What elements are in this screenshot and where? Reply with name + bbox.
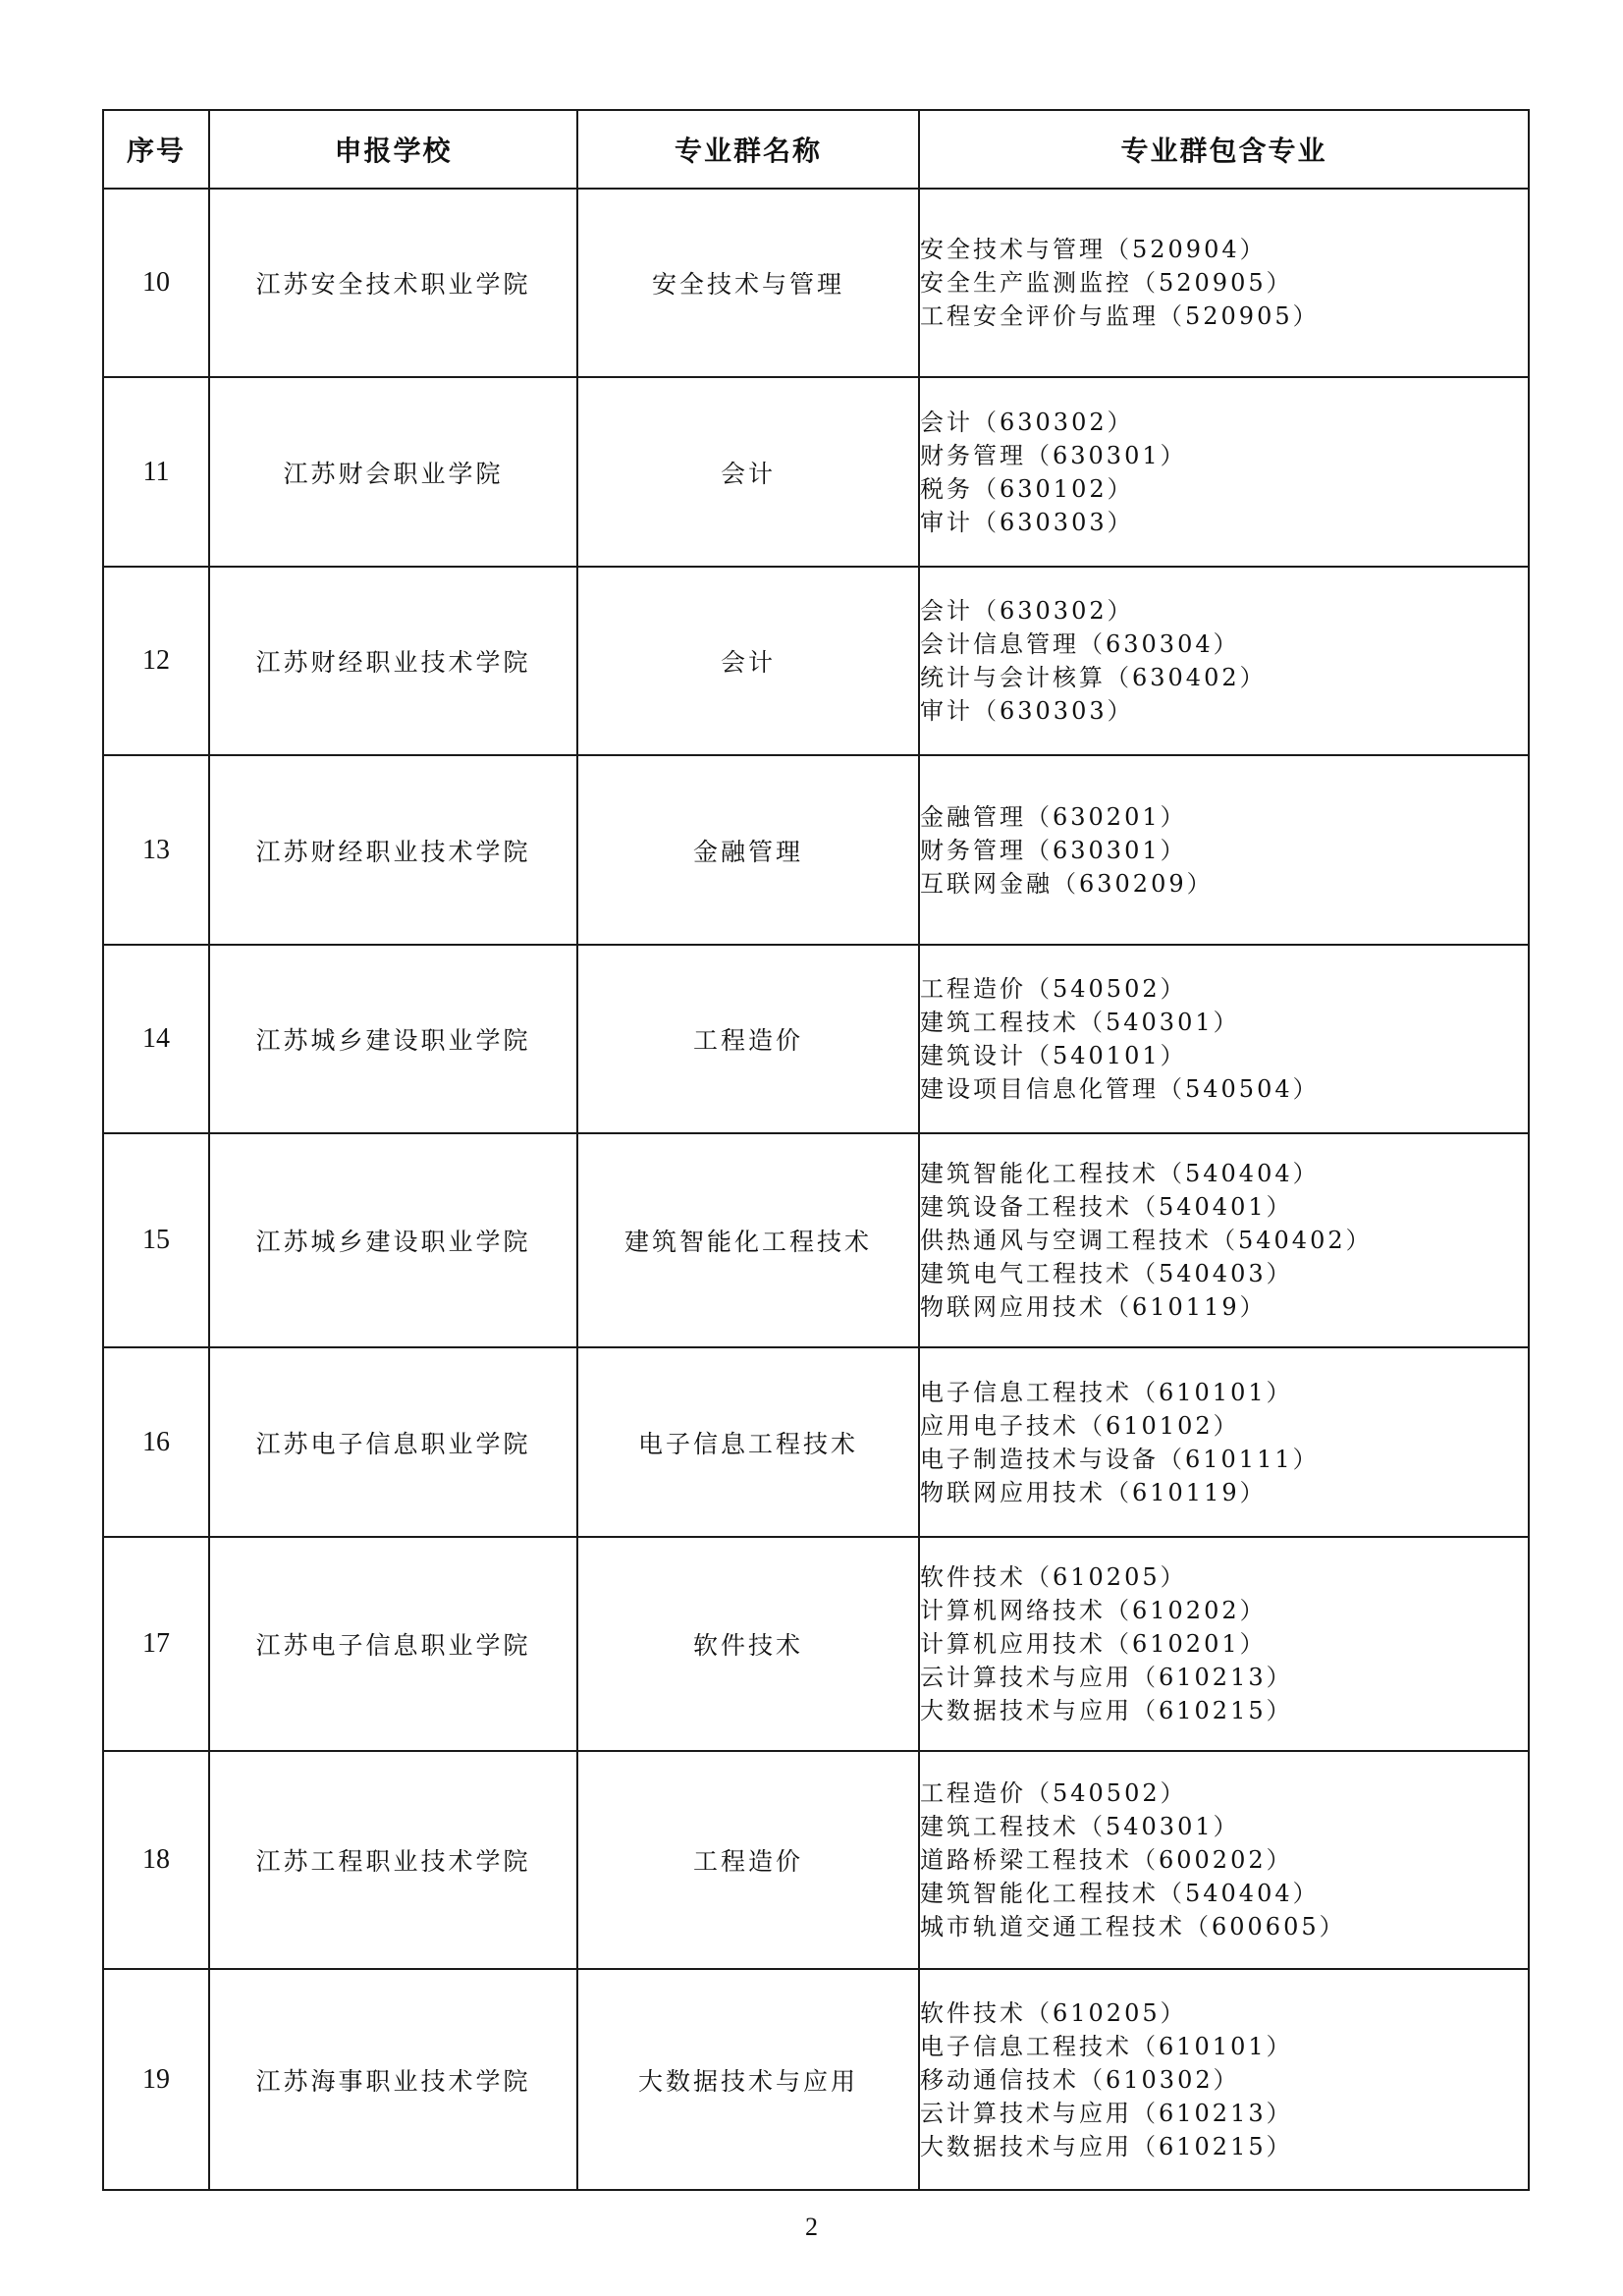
- school-name: 江苏电子信息职业学院: [209, 1537, 577, 1751]
- row-number: 11: [103, 377, 209, 567]
- row-number: 15: [103, 1133, 209, 1347]
- major-item: 道路桥梁工程技术（600202）: [920, 1846, 1293, 1874]
- majors-cell: [919, 1537, 1529, 1751]
- major-item: 建筑电气工程技术（540403）: [920, 1260, 1293, 1287]
- majors-cell: [919, 189, 1529, 377]
- major-item: 供热通风与空调工程技术（540402）: [920, 1227, 1373, 1254]
- school-name: 江苏财经职业技术学院: [209, 567, 577, 755]
- group-name: 会计: [577, 377, 919, 567]
- group-name: 工程造价: [577, 945, 919, 1133]
- major-item: 审计（630303）: [920, 508, 1134, 536]
- table-row: [103, 377, 1529, 567]
- group-name: 工程造价: [577, 1751, 919, 1969]
- major-item: 建设项目信息化管理（540504）: [920, 1075, 1320, 1103]
- majors-cell: [919, 1751, 1529, 1969]
- major-item: 电子制造技术与设备（610111）: [920, 1445, 1320, 1473]
- major-item: 电子信息工程技术（610101）: [920, 1378, 1293, 1406]
- majors-cell: [919, 377, 1529, 567]
- major-item: 物联网应用技术（610119）: [920, 1293, 1267, 1321]
- major-item: 应用电子技术（610102）: [920, 1411, 1240, 1440]
- header-no: 序号: [103, 110, 209, 189]
- row-number: 12: [103, 567, 209, 755]
- group-name: 会计: [577, 567, 919, 755]
- table-row: [103, 1969, 1529, 2190]
- major-item: 计算机应用技术（610201）: [920, 1630, 1267, 1658]
- major-item: 软件技术（610205）: [920, 1563, 1187, 1591]
- group-name: 安全技术与管理: [577, 189, 919, 377]
- row-number: 13: [103, 755, 209, 945]
- school-name: 江苏安全技术职业学院: [209, 189, 577, 377]
- table-row: [103, 1751, 1529, 1969]
- major-item: 金融管理（630201）: [920, 802, 1187, 831]
- table-row: [103, 755, 1529, 945]
- header-school: 申报学校: [209, 110, 577, 189]
- table-header-row: [103, 110, 1529, 189]
- table-row: [103, 945, 1529, 1133]
- major-item: 大数据技术与应用（610215）: [920, 2132, 1293, 2160]
- majors-cell: [919, 1969, 1529, 2190]
- majors-cell: [919, 567, 1529, 755]
- major-item: 互联网金融（630209）: [920, 869, 1214, 898]
- major-item: 财务管理（630301）: [920, 836, 1187, 864]
- row-number: 10: [103, 189, 209, 377]
- school-name: 江苏财会职业学院: [209, 377, 577, 567]
- major-item: 建筑智能化工程技术（540404）: [920, 1160, 1320, 1187]
- group-name: 大数据技术与应用: [577, 1969, 919, 2190]
- header-majors: 专业群包含专业: [919, 110, 1529, 189]
- table-row: [103, 1347, 1529, 1537]
- school-name: 江苏工程职业技术学院: [209, 1751, 577, 1969]
- major-item: 云计算技术与应用（610213）: [920, 2099, 1293, 2127]
- table-row: [103, 189, 1529, 377]
- major-item: 云计算技术与应用（610213）: [920, 1664, 1293, 1691]
- row-number: 16: [103, 1347, 209, 1537]
- major-item: 会计（630302）: [920, 408, 1134, 436]
- major-item: 移动通信技术（610302）: [920, 2065, 1240, 2094]
- major-item: 大数据技术与应用（610215）: [920, 1697, 1293, 1724]
- major-item: 工程造价（540502）: [920, 1779, 1187, 1807]
- majors-cell: [919, 1133, 1529, 1347]
- major-item: 建筑设备工程技术（540401）: [920, 1193, 1293, 1221]
- major-item: 计算机网络技术（610202）: [920, 1597, 1267, 1624]
- table-body: [103, 189, 1529, 2190]
- majors-cell: [919, 755, 1529, 945]
- row-number: 19: [103, 1969, 209, 2190]
- school-name: 江苏城乡建设职业学院: [209, 945, 577, 1133]
- school-name: 江苏财经职业技术学院: [209, 755, 577, 945]
- major-item: 电子信息工程技术（610101）: [920, 2032, 1293, 2060]
- major-item: 软件技术（610205）: [920, 1998, 1187, 2027]
- major-item: 城市轨道交通工程技术（600605）: [920, 1913, 1346, 1941]
- page-number: 2: [805, 2213, 818, 2241]
- table-row: [103, 1133, 1529, 1347]
- majors-cell: [919, 1347, 1529, 1537]
- major-item: 建筑工程技术（540301）: [920, 1009, 1240, 1036]
- major-item: 安全技术与管理（520904）: [920, 236, 1267, 263]
- major-item: 建筑工程技术（540301）: [920, 1813, 1240, 1840]
- major-item: 建筑设计（540101）: [920, 1042, 1187, 1069]
- school-name: 江苏电子信息职业学院: [209, 1347, 577, 1537]
- major-item: 工程造价（540502）: [920, 975, 1187, 1003]
- header-group: 专业群名称: [577, 110, 919, 189]
- major-item: 安全生产监测监控（520905）: [920, 269, 1293, 297]
- major-item: 物联网应用技术（610119）: [920, 1478, 1267, 1506]
- major-group-table: [102, 109, 1530, 2191]
- row-number: 18: [103, 1751, 209, 1969]
- major-item: 统计与会计核算（630402）: [920, 664, 1267, 691]
- school-name: 江苏城乡建设职业学院: [209, 1133, 577, 1347]
- major-item: 会计信息管理（630304）: [920, 630, 1240, 658]
- group-name: 金融管理: [577, 755, 919, 945]
- major-item: 建筑智能化工程技术（540404）: [920, 1880, 1320, 1907]
- majors-cell: [919, 945, 1529, 1133]
- row-number: 17: [103, 1537, 209, 1751]
- major-item: 会计（630302）: [920, 597, 1134, 625]
- group-name: 建筑智能化工程技术: [577, 1133, 919, 1347]
- group-name: 电子信息工程技术: [577, 1347, 919, 1537]
- school-name: 江苏海事职业技术学院: [209, 1969, 577, 2190]
- major-item: 财务管理（630301）: [920, 441, 1187, 469]
- major-item: 审计（630303）: [920, 697, 1134, 725]
- table-row: [103, 1537, 1529, 1751]
- row-number: 14: [103, 945, 209, 1133]
- major-item: 税务（630102）: [920, 474, 1134, 503]
- major-item: 工程安全评价与监理（520905）: [920, 302, 1320, 330]
- group-name: 软件技术: [577, 1537, 919, 1751]
- table-row: [103, 567, 1529, 755]
